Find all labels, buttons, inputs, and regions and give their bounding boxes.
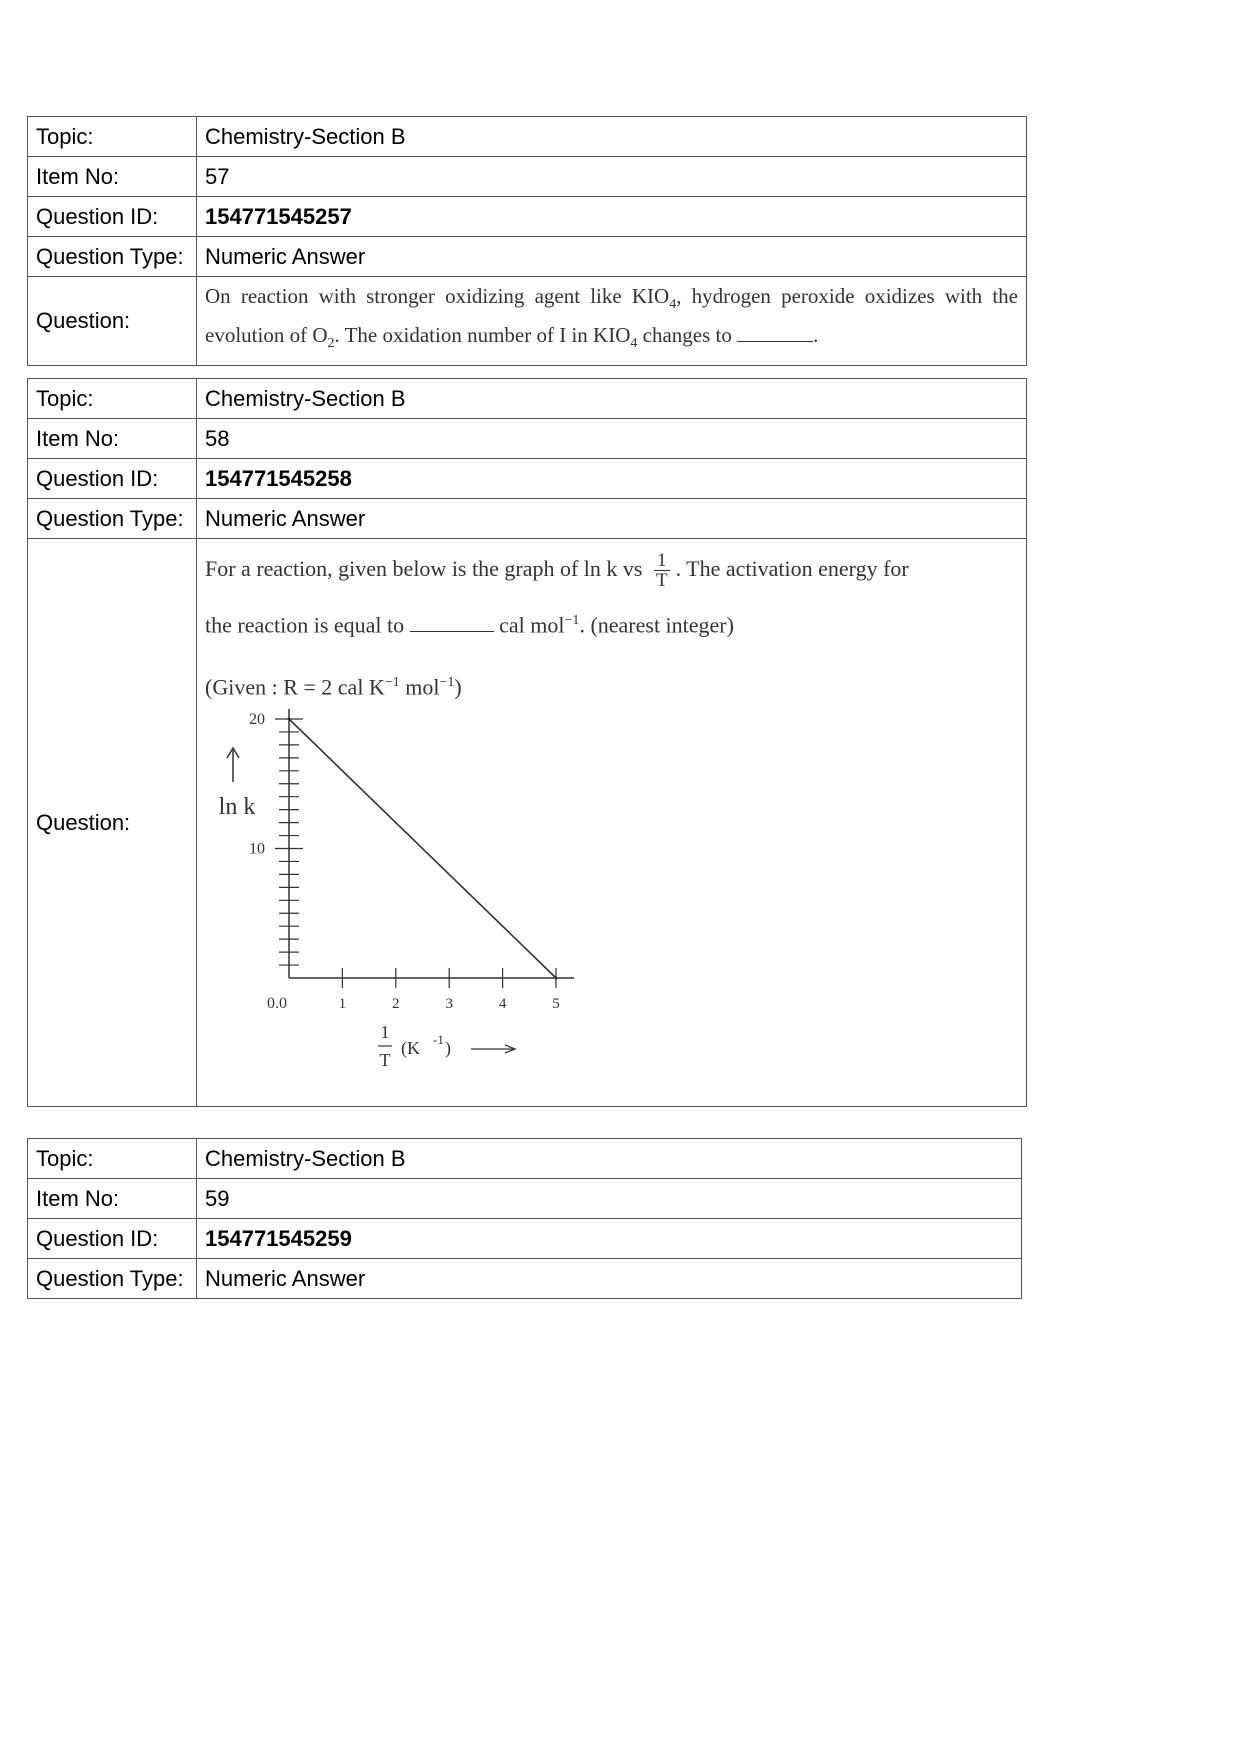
- question-id-value: 154771545258: [197, 459, 1027, 499]
- lnk-vs-inverse-t-chart: [205, 710, 560, 1086]
- q58-frac-den: T: [655, 570, 668, 592]
- chart-series: [288, 717, 558, 979]
- topic-value: Chemistry-Section B: [197, 379, 1027, 419]
- q58-line-3: [205, 669, 1018, 701]
- x-origin-label: 0.0: [267, 994, 287, 1012]
- q57-text-d: changes to: [637, 323, 732, 348]
- q58-line-2: [205, 607, 1018, 639]
- x-label-unit-sup: -1: [433, 1031, 444, 1047]
- x-tick-label: 5: [552, 995, 560, 1012]
- question-text: [197, 277, 1027, 366]
- q58-line2-c: . (nearest integer): [579, 612, 734, 638]
- q58-fraction: [654, 551, 670, 590]
- q58-line1-b: . The activation energy for: [675, 556, 909, 581]
- item-no-value: 57: [197, 157, 1027, 197]
- question-type-label: Question Type:: [28, 237, 197, 277]
- q57-text-e: .: [813, 323, 819, 348]
- row-topic: [28, 1139, 1022, 1179]
- row-item-no: [28, 1179, 1022, 1219]
- q58-line2-b: cal mol: [499, 612, 565, 638]
- chart-ticks: [275, 719, 556, 988]
- data-point: [288, 717, 291, 720]
- topic-label: Topic:: [28, 117, 197, 157]
- q58-line3-sup2: −1: [439, 675, 455, 691]
- question-label: Question:: [28, 277, 197, 366]
- question-id-label: Question ID:: [28, 459, 197, 499]
- question-type-label: Question Type:: [28, 1259, 197, 1299]
- q57-sub-c: 4: [630, 336, 638, 352]
- chart-axes: [289, 709, 574, 978]
- question-type-value: Numeric Answer: [197, 237, 1027, 277]
- q58-line2-sup: −1: [564, 613, 580, 628]
- x-label-denominator: T: [379, 1049, 391, 1070]
- q58-line3-a: (Given : R = 2 cal K: [205, 674, 385, 700]
- question-id-label: Question ID:: [28, 197, 197, 237]
- row-question-type: [28, 237, 1027, 277]
- row-question-id: [28, 459, 1027, 499]
- question-table-57: [27, 116, 1027, 366]
- row-question-type: [28, 499, 1027, 539]
- q58-line3-b: mol: [399, 674, 440, 700]
- x-label-unit: (K: [401, 1037, 420, 1058]
- q57-text-c: . The oxidation number of I in KIO: [334, 323, 631, 348]
- q58-line1-a: For a reaction, given below is the graph of ln k vs: [205, 556, 643, 581]
- q58-line2-a: the reaction is equal to: [205, 612, 405, 638]
- row-question: [28, 539, 1027, 1107]
- item-no-label: Item No:: [28, 157, 197, 197]
- item-no-label: Item No:: [28, 419, 197, 459]
- q57-text-b: , hydrogen peroxide oxidizes with the evolution of O: [205, 284, 1018, 348]
- question-58-body: [205, 549, 1018, 702]
- topic-value: Chemistry-Section B: [197, 1139, 1022, 1179]
- item-no-value: 58: [197, 419, 1027, 459]
- q57-sub-b: 2: [327, 336, 335, 352]
- topic-label: Topic:: [28, 1139, 197, 1179]
- y-tick-label: 10: [249, 840, 265, 858]
- row-question-id: [28, 1219, 1022, 1259]
- question-id-value: 154771545257: [197, 197, 1027, 237]
- data-point: [555, 976, 558, 979]
- x-tick-label: 1: [338, 995, 347, 1012]
- x-tick-label: 4: [498, 995, 507, 1012]
- topic-value: Chemistry-Section B: [197, 117, 1027, 157]
- chart-labels: [219, 711, 560, 1070]
- q57-text-a: On reaction with stronger oxidizing agent like KIO: [205, 284, 670, 308]
- series-line: [289, 719, 556, 978]
- question-type-value: Numeric Answer: [197, 1259, 1022, 1299]
- y-axis-label: ln k: [218, 793, 256, 820]
- y-tick-label: 20: [249, 710, 265, 728]
- question-table-58: [27, 378, 1027, 1107]
- x-label-unit-close: ): [445, 1037, 451, 1058]
- x-tick-label: 3: [445, 995, 453, 1012]
- question-type-label: Question Type:: [28, 499, 197, 539]
- x-tick-label: 2: [392, 995, 400, 1012]
- question-text: [197, 539, 1027, 1107]
- question-table-59: [27, 1138, 1022, 1299]
- answer-blank: [410, 630, 494, 632]
- question-57-body: [205, 277, 1018, 365]
- q58-line3-sup1: −1: [384, 675, 400, 691]
- x-label-numerator: 1: [380, 1021, 390, 1042]
- q58-frac-num: 1: [654, 551, 670, 571]
- question-id-label: Question ID:: [28, 1219, 197, 1259]
- item-no-value: 59: [197, 1179, 1022, 1219]
- row-item-no: [28, 419, 1027, 459]
- row-question-id: [28, 197, 1027, 237]
- q58-line3-c: ): [454, 674, 462, 700]
- topic-label: Topic:: [28, 379, 197, 419]
- row-topic: [28, 117, 1027, 157]
- question-id-value: 154771545259: [197, 1219, 1022, 1259]
- item-no-label: Item No:: [28, 1179, 197, 1219]
- answer-blank: [737, 340, 813, 342]
- row-question: [28, 277, 1027, 366]
- question-label: Question:: [28, 539, 197, 1107]
- row-item-no: [28, 157, 1027, 197]
- q57-sub-a: 4: [669, 297, 677, 313]
- row-topic: [28, 379, 1027, 419]
- q58-line-1: [205, 549, 1018, 592]
- row-question-type: [28, 1259, 1022, 1299]
- question-type-value: Numeric Answer: [197, 499, 1027, 539]
